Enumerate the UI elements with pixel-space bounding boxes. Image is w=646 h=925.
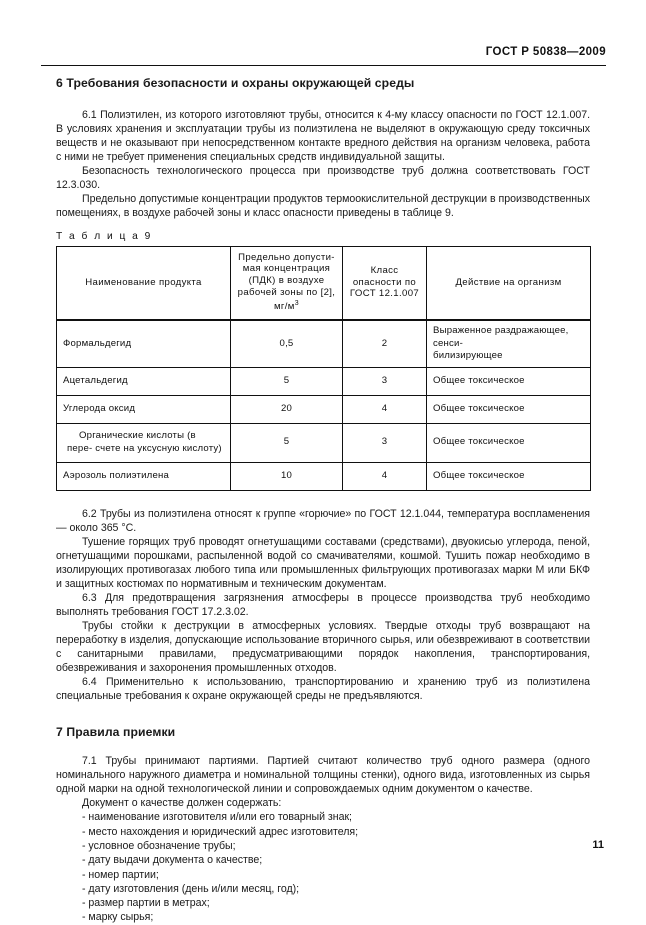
cell-hazard-class: 3 xyxy=(343,367,427,395)
paragraph-6-2: 6.2 Трубы из полиэтилена относят к группе «горючие» по ГОСТ 12.1.044, температура воспламенения — около 365 °С. xyxy=(56,507,590,534)
list-item: - наименование изготовителя и/или его товарный знак; xyxy=(82,811,352,824)
cell-effect-line-2: билизирующее xyxy=(433,350,503,362)
pdk-header-unit: мг/м xyxy=(273,301,295,313)
running-header: ГОСТ Р 50838—2009 xyxy=(485,46,606,58)
list-item: - условное обозначение трубы; xyxy=(82,839,236,852)
cell-effect xyxy=(427,320,591,367)
list-item: - место нахождения и юридический адрес изготовителя; xyxy=(82,825,359,838)
list-item: - марку сырья; xyxy=(82,911,154,924)
cell-pdk-value: 10 xyxy=(231,462,343,490)
paragraph-6-4: 6.4 Применительно к использованию, транспортированию и хранению труб из полиэтилена специальные требования к охране окружающей среды не предъявляются. xyxy=(56,675,590,702)
cell-product-name xyxy=(57,423,231,462)
cell-effect-line-1: Выраженное раздражающее, сенси- xyxy=(433,325,569,349)
table-row xyxy=(57,320,591,367)
cell-effect: Общее токсическое xyxy=(427,462,591,490)
cell-effect: Общее токсическое xyxy=(427,423,591,462)
cell-product-name: Аэрозоль полиэтилена xyxy=(57,462,231,490)
list-item: - номер партии; xyxy=(82,868,159,881)
table-row xyxy=(57,367,591,395)
cell-hazard-class: 4 xyxy=(343,462,427,490)
table-9-col-name: Наименование продукта xyxy=(57,246,231,320)
paragraph-safety-process: Безопасность технологического процесса при производстве труб должна соответствовать ГОСТ 12.3.030. xyxy=(56,164,590,191)
pdk-header-unit-exponent: 3 xyxy=(294,300,299,308)
cell-product-name-line-1: Органические кислоты (в пере- xyxy=(67,430,196,454)
table-9 xyxy=(56,246,591,491)
section-6-title: 6 Требования безопасности и охраны окружающей среды xyxy=(56,76,415,90)
cell-product-name-line-2: счете на уксусную кислоту) xyxy=(95,442,222,454)
paragraph-6-1: 6.1 Полиэтилен, из которого изготовляют трубы, относится к 4-му классу опасности по ГОСТ 12.1.007. В условиях хранения и эксплуатации трубы из полиэтилена не выделяют в окружающую среду токсичных веществ и не оказывают при непосредственном контакте вредного действия на организм человека, работа с ними не требует применения специальных средств индивидуальной защиты. xyxy=(56,108,590,163)
list-item: - дату выдачи документа о качестве; xyxy=(82,854,263,867)
document-requirements-list xyxy=(56,810,590,924)
table-9-caption: Т а б л и ц а 9 xyxy=(56,230,153,242)
table-9-body xyxy=(57,320,591,490)
pdk-header-line-4: рабочей зоны по [2], xyxy=(237,286,336,298)
cell-hazard-class: 4 xyxy=(343,395,427,423)
cell-pdk-value: 5 xyxy=(231,367,343,395)
page-content xyxy=(56,76,590,925)
cell-hazard-class: 2 xyxy=(343,320,427,367)
table-9-header-row xyxy=(57,246,591,320)
header-rule xyxy=(41,65,606,66)
spacer-before-table xyxy=(56,220,590,231)
pdk-header-line-3: (ПДК) в воздухе xyxy=(248,275,325,287)
page-number: 11 xyxy=(592,839,604,851)
table-row xyxy=(57,462,591,490)
table-9-head xyxy=(57,246,591,320)
cell-effect: Общее токсическое xyxy=(427,395,591,423)
class-header-line-2: опасности по xyxy=(352,276,417,288)
paragraph-7-1: 7.1 Трубы принимают партиями. Партией считают количество труб одного размера (одного номинального наружного диаметра и номинальной толщины стенки), одного вида, изготовленных из сырья одной марки на одной технологической линии и сопровождаемых одним документом о качестве. xyxy=(56,755,590,796)
cell-pdk-value: 0,5 xyxy=(231,320,343,367)
class-header-line-1: Класс xyxy=(370,265,399,277)
pdk-header-line-2: мая концентрация xyxy=(242,263,331,275)
pdk-header-line-1: Предельно допусти- xyxy=(238,251,335,263)
list-item: - размер партии в метрах; xyxy=(82,897,210,910)
paragraph-doc-intro: Документ о качестве должен содержать: xyxy=(82,797,282,810)
paragraph-extinguishing: Тушение горящих труб проводят огнетушащими составами (средствами), двуокисью углерода, пеной, огнетушащими порошками, распыленной водой со смачивателями, кошмой. Тушить пожар необходимо в изолирующих противогазах любого типа или промышленных фильтрующих противогазах марки М или БКФ и защитных костюмах по нормативным и техническим документам. xyxy=(56,535,590,590)
table-row xyxy=(57,423,591,462)
paragraph-6-3: 6.3 Для предотвращения загрязнения атмосферы в процессе производства труб необходимо выполнять требования ГОСТ 17.2.3.02. xyxy=(56,591,590,618)
cell-pdk-value: 20 xyxy=(231,395,343,423)
spacer-after-table xyxy=(56,491,590,507)
class-header-line-3: ГОСТ 12.1.007 xyxy=(349,288,420,300)
paragraph-waste-handling: Трубы стойки к деструкции в атмосферных условиях. Твердые отходы труб возвращают на переработку в изделия, допускающие использование вторичного сырья, или обезвреживают в соответствии с санитарными правилами, предусматривающими порядок накопления, транспортирования, обезвреживания и захоронения промышленных отходов. xyxy=(56,619,590,674)
list-item: - дату изготовления (день и/или месяц, год); xyxy=(82,882,300,895)
cell-product-name: Формальдегид xyxy=(57,320,231,367)
table-9-col-pdk xyxy=(231,246,343,320)
section-7-title: 7 Правила приемки xyxy=(56,724,176,739)
cell-pdk-value: 5 xyxy=(231,423,343,462)
cell-product-name: Ацетальдегид xyxy=(57,367,231,395)
cell-effect: Общее токсическое xyxy=(427,367,591,395)
cell-product-name: Углерода оксид xyxy=(57,395,231,423)
table-row xyxy=(57,395,591,423)
table-9-col-effect: Действие на организм xyxy=(427,246,591,320)
paragraph-pdk-intro: Предельно допустимые концентрации продуктов термоокислительной деструкции в производственных помещениях, в воздухе рабочей зоны и класс опасности приведены в таблице 9. xyxy=(56,192,590,219)
table-9-col-class xyxy=(343,246,427,320)
cell-hazard-class: 3 xyxy=(343,423,427,462)
